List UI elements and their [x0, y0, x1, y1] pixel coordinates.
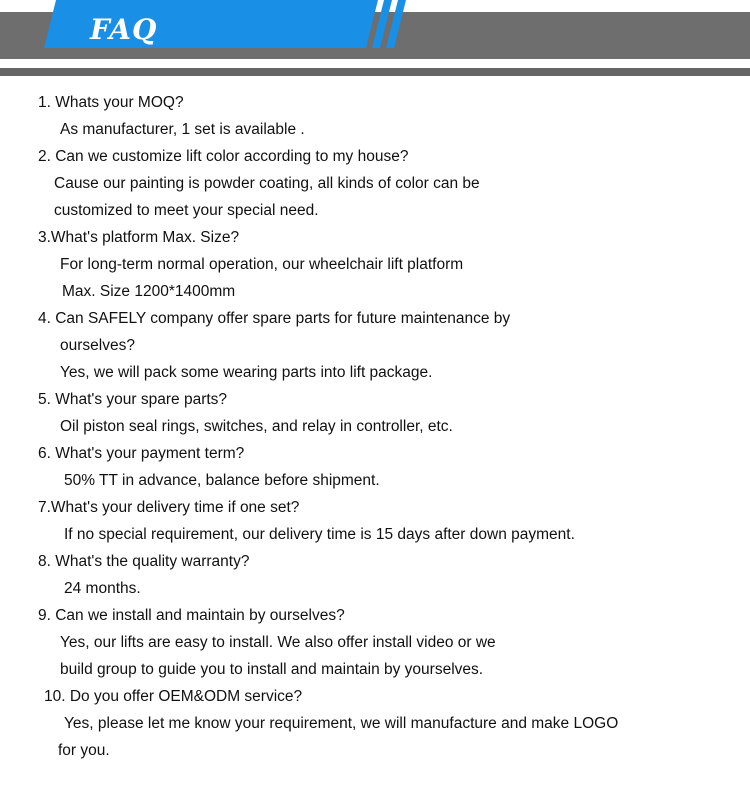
faq-answer-3-line-2: Max. Size 1200*1400mm: [62, 283, 236, 300]
faq-question-9: 9. Can we install and maintain by ourselves?: [38, 607, 345, 624]
faq-answer-2-line-2: customized to meet your special need.: [54, 202, 319, 219]
faq-question-3: 3.What's platform Max. Size?: [38, 229, 240, 246]
faq-answer-5: Oil piston seal rings, switches, and relay in controller, etc.: [60, 418, 453, 435]
faq-answer-8: 24 months.: [64, 580, 141, 597]
banner-stripe: [0, 68, 750, 76]
faq-question-2: 2. Can we customize lift color according to my house?: [38, 148, 409, 165]
faq-question-10: 10. Do you offer OEM&ODM service?: [44, 688, 303, 705]
faq-answer-9-line-1: Yes, our lifts are easy to install. We also offer install video or we: [60, 634, 496, 651]
faq-answer-2-line-1: Cause our painting is powder coating, all kinds of color can be: [54, 175, 480, 192]
faq-answer-10-line-2: for you.: [58, 742, 110, 759]
faq-question-4-line-1: 4. Can SAFELY company offer spare parts for future maintenance by: [38, 310, 511, 327]
page-title: FAQ: [90, 13, 158, 46]
faq-answer-1: As manufacturer, 1 set is available .: [60, 121, 305, 138]
faq-question-5: 5. What's your spare parts?: [38, 391, 228, 408]
faq-answer-3-line-1: For long-term normal operation, our wheelchair lift platform: [60, 256, 464, 273]
faq-answer-10-line-1: Yes, please let me know your requirement, we will manufacture and make LOGO: [64, 715, 619, 732]
faq-answer-9-line-2: build group to guide you to install and maintain by yourselves.: [60, 661, 484, 678]
faq-question-4-line-2: ourselves?: [60, 337, 135, 354]
faq-banner: [0, 0, 750, 80]
faq-question-8: 8. What's the quality warranty?: [38, 553, 250, 570]
faq-question-7: 7.What's your delivery time if one set?: [38, 499, 300, 516]
faq-answer-6: 50% TT in advance, balance before shipment.: [64, 472, 380, 489]
faq-question-6: 6. What's your payment term?: [38, 445, 245, 462]
faq-answer-4: Yes, we will pack some wearing parts into lift package.: [60, 364, 433, 381]
faq-answer-7: If no special requirement, our delivery time is 15 days after down payment.: [64, 526, 575, 543]
faq-question-1: 1. Whats your MOQ?: [38, 94, 184, 111]
